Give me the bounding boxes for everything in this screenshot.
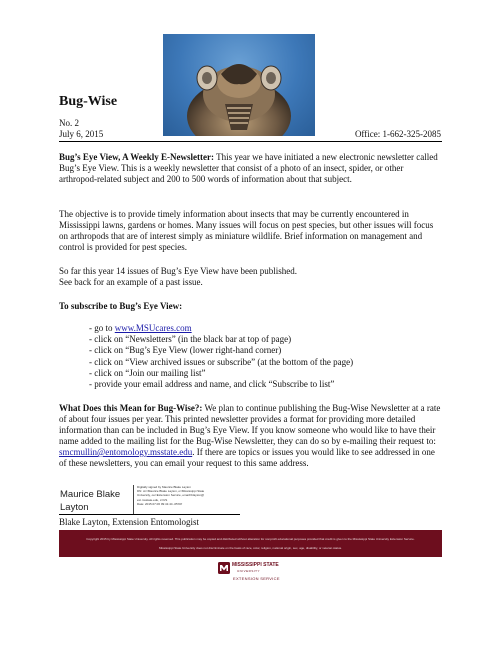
signer-name: Blake Layton, Extension Entomologist [59,517,199,527]
footer-bar [59,530,442,557]
intro-text: This year we have initiated a new electronic newsletter called Bug’s Eye View. This is a weekly newsletter that consist of a photo of an insect, spider, or other arthropod-related subject and 200 to 500 words of information about that subject. [59,152,438,184]
msu-logo-icon [218,562,230,574]
meaning-lead: What Does this Mean for Bug-Wise?: [59,403,203,413]
meaning-text-1: We plan to continue publishing the Bug-Wise Newsletter at a rate of about four issues per year. This printed newsletter provides a format for providing more detailed information than can be included in Bug’s Eye View. If you know someone who would like to have their name added to the mailing list for the Bug-Wise Newsletter, they can do so by e-mailing their request to: [59,403,441,446]
digital-signature-details [133,485,219,515]
msu-extension-logo [206,562,296,582]
digital-signature-line: Digitally signed by Maurice Blake Layton [137,485,191,489]
list-item: - click on “View archived issues or subscribe” (at the bottom of the page) [89,356,354,367]
logo-name: MISSISSIPPI STATE [232,562,279,568]
meaning-paragraph [59,403,443,469]
footer-copyright: Copyright 2015 by Mississippi State University. All rights reserved. This publication may be copied and distributed without alteration for nonprofit educational purposes provided that credit is given to the Mississippi State University Extension Service. [86,537,415,541]
subscribe-steps [89,323,353,390]
list-item: - click on “Join our mailing list” [89,367,206,378]
list-item: - provide your email address and name, and click “Subscribe to list” [89,379,335,390]
signature [60,488,120,514]
list-item: - click on “Bug’s Eye View (lower right-hand corner) [89,345,282,356]
issue-date: July 6, 2015 [59,129,104,139]
digital-signature-line: Date: 2015.07.06 09:41:44 -05'00' [137,501,183,506]
office-phone: Office: 1-662-325-2085 [354,129,441,139]
signature-line2: Layton [60,502,89,513]
list-item [89,323,353,334]
signature-line1: Maurice Blake [60,489,121,500]
list-item: - click on “Newsletters” (in the black bar at top of page) [89,334,292,345]
intro-lead: Bug’s Eye View, A Weekly E-Newsletter: [59,152,214,162]
meaning-text-2: . If there are topics or issues you would like to see addressed in one of these newsletters, you can email your request to this same address. [59,447,435,468]
issues-note [59,266,443,288]
email-link[interactable]: smcmullin@entomology.msstate.edu [59,447,193,457]
issue-info [59,118,103,140]
digital-signature-line: ext.msstate.edu, c=US [137,497,168,502]
footer-nondiscrimination: Mississippi State University does not discriminate on the basis of race, color, religion, national origin, sex, age, disability, or veteran status. [158,546,343,550]
logo-extension: EXTENSION SERVICE [233,576,280,581]
logo-university: UNIVERSITY [237,569,261,573]
subscribe-heading [59,301,443,312]
signature-rule [59,514,240,515]
objective-text: The objective is to provide timely information about insects that may be currently encountered in Mississippi lawns, gardens or homes. Many issues will focus on pest species, but other issues will focus on arthropods that are of interest simply as miniature wildlife. Brief information on management and control is provided for pest species. [59,209,434,252]
issues-note-line1: So far this year 14 issues of Bug’s Eye View have been published. [59,266,297,276]
digital-signature-line: DN: cn=Maurice Blake Layton, o=Mississippi State [137,489,205,494]
issue-number: No. 2 [59,118,79,128]
cicada-photo [163,34,315,136]
issues-note-line2: See back for an example of a past issue. [59,277,203,287]
subscribe-heading-text: To subscribe to Bug’s Eye View: [59,301,183,311]
goto-prefix: - go to [89,323,115,333]
newsletter-title: Bug-Wise [59,94,118,109]
digital-signature-line: University, ou=Extension Service, email=blayton@ [137,493,205,498]
msucares-link[interactable]: www.MSUcares.com [114,323,192,333]
header-rule [59,141,442,142]
intro-paragraph [59,152,443,185]
objective-paragraph [59,209,443,253]
